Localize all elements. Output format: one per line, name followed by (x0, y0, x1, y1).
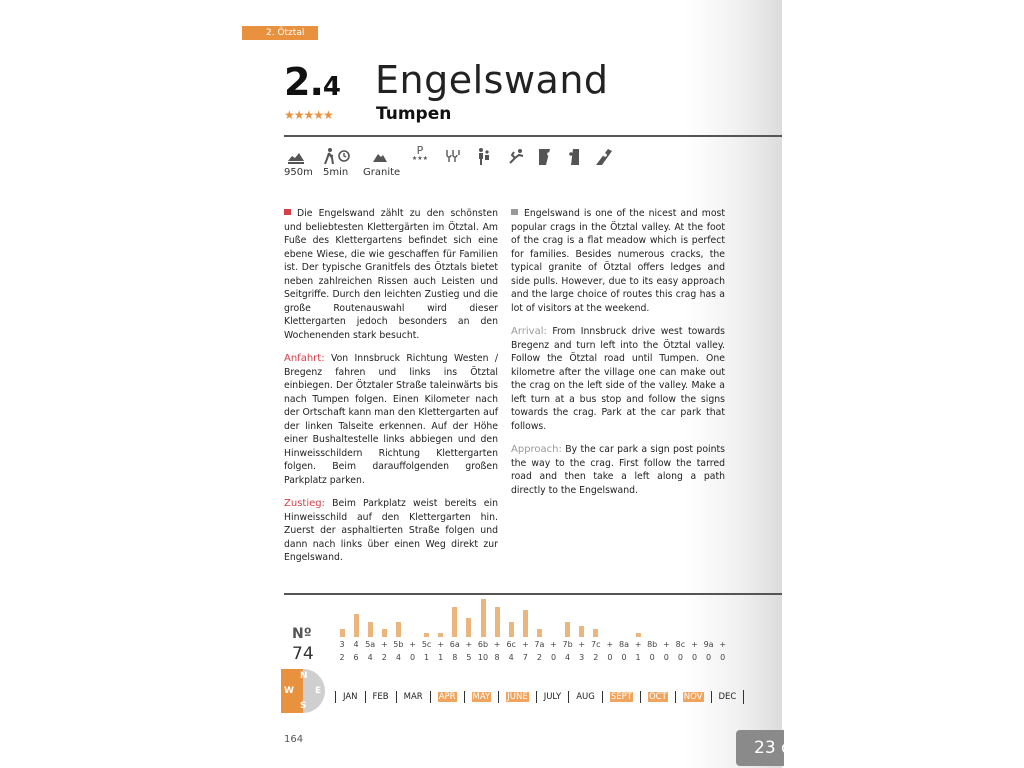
month-label: MAR (403, 692, 423, 702)
month-label: JULY (543, 692, 562, 702)
grade-bar (438, 633, 443, 637)
climber-icon (506, 147, 526, 167)
grade-bar (368, 622, 373, 637)
month-apr (430, 691, 464, 703)
en-marker (511, 209, 518, 215)
grade-count: 3 (579, 653, 585, 662)
grade-label: + (634, 640, 642, 649)
grade-bar (340, 629, 345, 637)
grade-bar (565, 622, 570, 637)
month-june (498, 691, 535, 703)
grade-label: + (550, 640, 557, 649)
de-intro-text: Die Engelswand zählt zu den schönsten und beliebtesten Klettergärten im Ötztal. Am Fuße des Klettergartens befindet sich eine ebene Wiese, die wie geschaffen für Familien ist. Der typische Granitfels des Ötztals bietet neben zahlreichen Rissen auch Leisten und Seitgriffe. Durch den leichten Zustieg und die große Routenauswahl wird dieser Klettergarten jedoch besonders an den Wochenenden stark besucht. (284, 208, 498, 341)
stats-divider (284, 593, 782, 595)
grade-count: 1 (438, 653, 444, 662)
month-label: AUG (576, 692, 595, 702)
rock-type-icon (370, 147, 390, 167)
grade-label: 4 (353, 640, 359, 649)
grade-count: 0 (706, 653, 712, 662)
grade-count: 10 (477, 653, 489, 662)
grade-count: 0 (621, 653, 627, 662)
grade-count: 2 (381, 653, 387, 662)
grade-count: 0 (550, 653, 557, 662)
grade-label: 5b (393, 640, 404, 649)
grade-label: 7c (591, 640, 601, 649)
grade-bar (537, 629, 542, 637)
grade-count: 0 (663, 653, 669, 662)
grade-label: 8a (619, 640, 629, 649)
month-aug (568, 691, 602, 703)
en-intro-paragraph (511, 207, 725, 315)
grade-label: 5c (421, 640, 432, 649)
overhang-climber-icon (536, 147, 556, 167)
grade-count: 0 (720, 653, 726, 662)
parking-icon (411, 145, 429, 165)
en-arrival-paragraph (511, 325, 725, 433)
grade-count: 4 (508, 653, 514, 662)
crag-number-major: 2. (284, 60, 323, 104)
month-label: APR (438, 692, 456, 702)
routes-count-label: Nº (292, 626, 312, 642)
de-zustieg-label: Zustieg: (284, 498, 325, 509)
compass-n: N (300, 671, 308, 681)
english-text-column (511, 207, 725, 507)
grade-count: 2 (339, 653, 345, 662)
en-arrival-text: From Innsbruck drive west towards Bregenz and turn left into the Ötztal valley. Follow the Ötztal road until Tumpen. One kilometre after the village one can make out the crag on the left side of the valley. Make a left turn at a bus stop and follow the signs towards the crag. Park at the car park that follows. (511, 326, 725, 432)
de-anfahrt-text: Von Innsbruck Richtung Westen / Bregenz fahren und links ins Ötztal einbiegen. Der Ötztaler Straße taleinwärts bis nach Tumpen folgen. Einen Kilometer nach der Ortschaft kann man den Klettergarten auf der linken Talseite erkennen. Auf der Höhe einer Bushaltestelle links abbiegen und den Hinweisschildern Richtung Klettergarten folgen. Beim darauffolgenden großen Parkplatz parken. (284, 353, 498, 486)
grade-label: + (493, 640, 501, 649)
month-feb (365, 691, 396, 703)
grade-count: 0 (677, 653, 683, 662)
slab-wall-icon (594, 147, 614, 167)
month-july (536, 691, 569, 703)
month-label: OCT (648, 692, 667, 702)
grade-label: + (437, 640, 445, 649)
parking-stars: ★★★ (411, 155, 429, 162)
grade-label: 7b (562, 640, 573, 649)
month-label: FEB (372, 692, 389, 702)
month-dec (711, 691, 744, 703)
grade-count: 0 (691, 653, 698, 662)
grade-count: 2 (536, 653, 542, 662)
compass-e: E (315, 686, 322, 696)
grade-count: 2 (593, 653, 599, 662)
grade-bar (354, 614, 359, 637)
grade-bar (424, 633, 429, 637)
grade-label: + (662, 640, 670, 649)
grade-count: 8 (452, 653, 458, 662)
en-intro-text: Engelswand is one of the nicest and most popular crags in the Ötztal valley. At the foot of the crag is a flat meadow which is perfect for families. Besides numerous cracks, the typical granite of Ötztal offers ledges and side pulls. However, due to its easy approach and the large choice of routes this crag has a lot of visitors at the weekend. (511, 208, 725, 314)
page-number: 164 (284, 734, 304, 745)
grade-bar (382, 629, 387, 637)
grade-count: 4 (395, 653, 401, 662)
routes-count-value: 74 (292, 644, 314, 664)
grade-label: 5a (365, 640, 376, 649)
grade-label: 6c (506, 640, 516, 649)
grade-count: 4 (565, 653, 571, 662)
grade-bar (509, 622, 514, 637)
month-label: DEC (718, 692, 737, 702)
grade-label: + (465, 640, 473, 649)
grade-bar (495, 607, 500, 637)
grade-count: 0 (649, 653, 655, 662)
grade-bar (523, 610, 528, 637)
header-divider (284, 135, 782, 137)
compass-w: W (284, 686, 294, 696)
grade-label: + (691, 640, 698, 649)
month-oct (640, 691, 675, 703)
grade-count: 5 (466, 653, 472, 662)
grade-count: 6 (353, 653, 359, 662)
grade-count: 0 (607, 653, 613, 662)
month-label: JUNE (507, 692, 528, 702)
de-marker (284, 209, 291, 215)
month-jan (335, 691, 365, 703)
grade-count: 7 (522, 653, 528, 662)
altitude-icon (286, 147, 306, 167)
grade-count: 8 (494, 653, 500, 662)
parking-label: P (416, 144, 424, 157)
de-anfahrt-label: Anfahrt: (284, 353, 325, 364)
altitude-value: 950m (284, 167, 313, 178)
grade-label: + (606, 640, 614, 649)
en-approach-text: By the car park a sign post points the way to the crag. First follow the tarred road and then take a left along a path directly to the Engelswand. (511, 444, 725, 496)
de-zustieg-text: Beim Parkplatz weist bereits ein Hinweisschild auf den Klettergarten hin. Zuerst der asphaltierten Straße folgen und dann nach links über einen Weg direkt zur Engelswand. (284, 498, 498, 563)
page-indicator[interactable]: 23 of (736, 730, 784, 766)
month-label: NOV (683, 692, 703, 702)
chapter-tab: 2. Ötztal (242, 26, 318, 40)
grade-label: 8c (675, 640, 686, 649)
month-sept (602, 691, 640, 703)
grade-bar (481, 599, 486, 637)
rating-stars: ★★★★★ (284, 108, 333, 122)
months-end-divider (743, 690, 744, 704)
month-mar (396, 691, 430, 703)
de-intro-paragraph (284, 207, 498, 342)
vertical-wall-icon (563, 147, 583, 167)
clock-icon (334, 147, 354, 167)
grade-label: + (521, 640, 529, 649)
grade-bar (593, 629, 598, 637)
grade-count: 0 (409, 653, 416, 662)
grade-bar (396, 622, 401, 637)
grade-label: 9a (703, 640, 714, 649)
grade-bar (579, 626, 584, 637)
grade-count: 1 (635, 653, 641, 662)
grade-label: + (719, 640, 727, 649)
compass-s: S (300, 701, 307, 711)
rock-type-value: Granite (363, 167, 401, 178)
grade-label: + (578, 640, 586, 649)
grade-label: 7a (534, 640, 545, 649)
crag-number (284, 60, 340, 104)
crag-title: Engelswand (375, 58, 609, 102)
de-zustieg-paragraph (284, 497, 498, 565)
quickdraws-icon (443, 147, 463, 167)
compass-orientation (281, 669, 325, 713)
grade-bar (452, 607, 457, 637)
month-label: JAN (343, 692, 358, 702)
approach-time-value: 5min (323, 167, 349, 178)
grade-label: + (409, 640, 416, 649)
en-approach-label: Approach: (511, 444, 562, 455)
grade-count: 1 (424, 653, 430, 662)
crag-number-minor: 4 (322, 72, 340, 102)
month-nov (675, 691, 711, 703)
grade-label: 3 (339, 640, 345, 649)
grade-bar (636, 633, 641, 637)
family-icon (474, 147, 494, 167)
en-arrival-label: Arrival: (511, 326, 547, 337)
month-label: SEPT (610, 692, 632, 702)
en-approach-paragraph (511, 443, 725, 497)
german-text-column (284, 207, 498, 575)
grade-label: + (380, 640, 388, 649)
grade-bar (466, 618, 471, 637)
de-anfahrt-paragraph (284, 352, 498, 487)
grade-label: 6b (477, 640, 489, 649)
crag-location: Tumpen (376, 104, 452, 124)
month-label: MAY (472, 692, 491, 702)
grade-count: 4 (367, 653, 373, 662)
grade-label: 8b (647, 640, 658, 649)
season-months (335, 690, 744, 704)
grade-label: 6a (449, 640, 460, 649)
month-may (464, 691, 499, 703)
